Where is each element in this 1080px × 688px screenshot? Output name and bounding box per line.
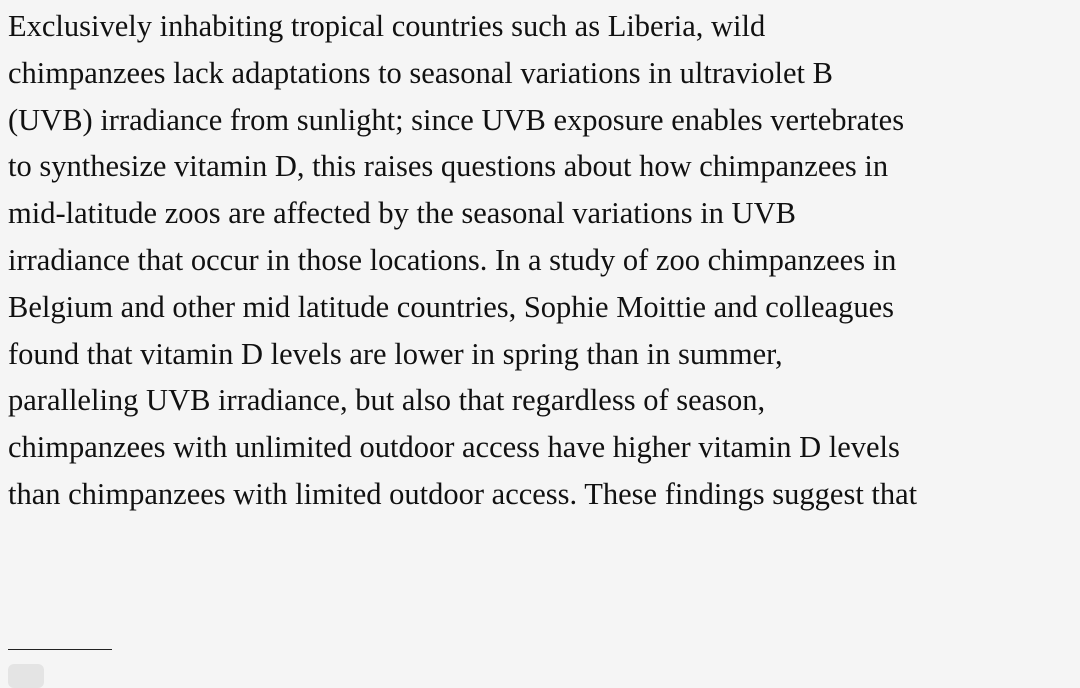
passage-line: to synthesize vitamin D, this raises questions about how chimpanzees in — [8, 149, 889, 184]
passage-line: chimpanzees with unlimited outdoor access have higher vitamin D levels — [8, 430, 900, 465]
passage-line: irradiance that occur in those locations. In a study of zoo chimpanzees in — [8, 242, 897, 277]
passage-line: than chimpanzees with limited outdoor access. These findings suggest that — [8, 476, 918, 511]
passage-line: Exclusively inhabiting tropical countries such as Liberia, wild — [8, 9, 766, 43]
passage-line: mid-latitude zoos are affected by the seasonal variations in UVB — [8, 196, 796, 231]
answer-blank — [8, 649, 112, 650]
passage-line: (UVB) irradiance from sunlight; since UVB exposure enables vertebrates — [8, 102, 905, 137]
passage-line: paralleling UVB irradiance, but also that regardless of season, — [8, 383, 766, 418]
answer-choice-bubble[interactable] — [8, 664, 44, 688]
passage-line: Belgium and other mid latitude countries, Sophie Moittie and colleagues — [8, 289, 895, 324]
passage-line: chimpanzees lack adaptations to seasonal variations in ultraviolet B — [8, 55, 833, 90]
passage-line: found that vitamin D levels are lower in spring than in summer, — [8, 336, 783, 371]
passage-text — [8, 3, 1074, 518]
